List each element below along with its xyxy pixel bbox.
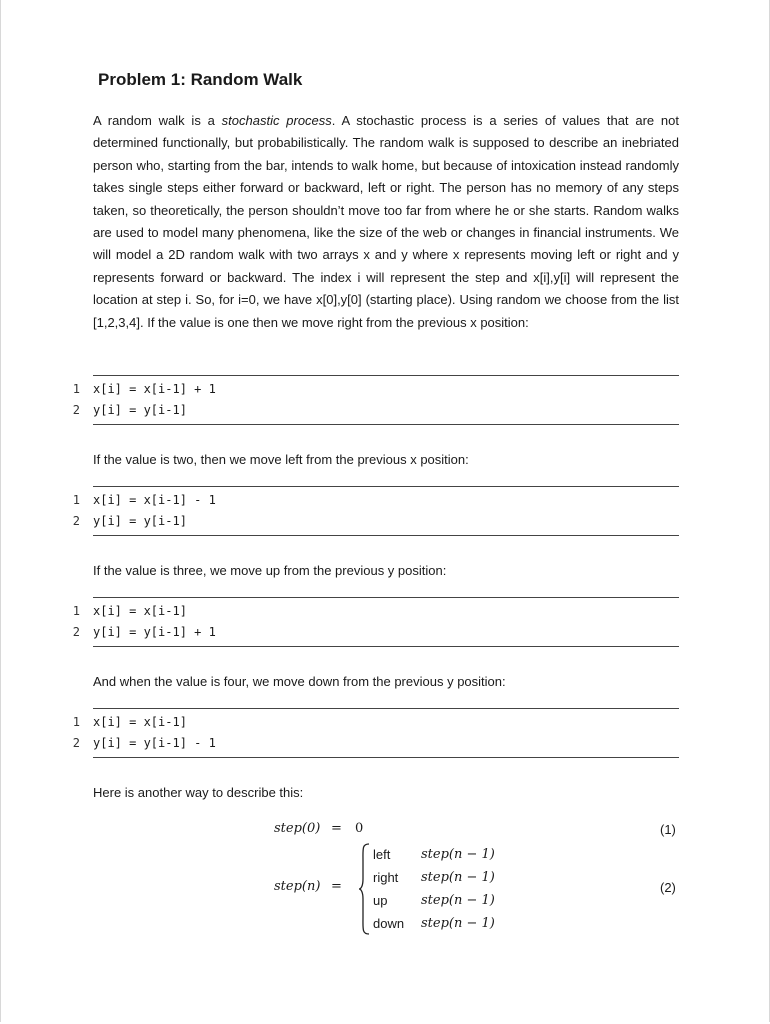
paragraph-value-four: And when the value is four, we move down from the previous y position: — [93, 674, 506, 689]
code-text: y[i] = y[i-1] + 1 — [93, 625, 216, 639]
code-line — [60, 403, 187, 423]
line-number: 2 — [72, 514, 80, 528]
line-number: 1 — [72, 493, 80, 507]
case-word: up — [373, 893, 388, 908]
code-rule-top — [93, 708, 679, 709]
code-rule-bottom — [93, 424, 679, 425]
code-text: x[i] = x[i-1] + 1 — [93, 382, 216, 396]
case-word: down — [373, 916, 405, 931]
eq2-lhs: step(n) — [274, 879, 321, 894]
code-text: x[i] = x[i-1] — [93, 715, 187, 729]
eq2-number: (2) — [660, 880, 676, 895]
eq1-equals: = — [331, 821, 342, 836]
code-line — [60, 736, 216, 756]
intro-emphasis: stochastic process — [221, 113, 332, 128]
code-rule-bottom — [93, 646, 679, 647]
code-rule-bottom — [93, 535, 679, 536]
code-rule-top — [93, 597, 679, 598]
code-text: y[i] = y[i-1] — [93, 514, 187, 528]
code-line — [60, 493, 216, 513]
case-expression: step(n − 1) — [421, 870, 495, 885]
line-number: 1 — [72, 604, 80, 618]
code-line — [60, 715, 187, 735]
case-expression: step(n − 1) — [421, 916, 495, 931]
line-number: 2 — [72, 403, 80, 417]
case-expression: step(n − 1) — [421, 847, 495, 862]
code-text: x[i] = x[i-1] - 1 — [93, 493, 216, 507]
problem-title: Problem 1: Random Walk — [98, 70, 303, 89]
line-number: 1 — [72, 715, 80, 729]
case-word: right — [373, 870, 399, 885]
code-line — [60, 625, 216, 645]
code-line — [60, 382, 216, 402]
intro-paragraph — [93, 110, 679, 334]
code-line — [60, 604, 187, 624]
paragraph-value-three: If the value is three, we move up from the previous y position: — [93, 563, 447, 578]
paragraph-another-way: Here is another way to describe this: — [93, 785, 304, 800]
code-rule-top — [93, 375, 679, 376]
intro-text-rest: . A stochastic process is a series of values that are not determined functionally, but probabilistically. The random walk is supposed to describe an inebriated person who, starting from the bar, intends to walk home, but because of intoxication instead randomly takes single steps either forward or backward, left or right. The person has no memory of any steps taken, so theoretically, the person shouldn’t move too far from where he or she starts. Random walks are used to model many phenomena, like the size of the web or changes in financial instruments. We will model a 2D random walk with two arrays x and y where x represents moving left or right and y represents forward or backward. The index i will represent the step and x[i],y[i] will represent the location at step i. So, for i=0, we have x[0],y[0] (starting place). Using random we choose from the list [1,2,3,4]. If the value is one then we move right from the previous x position: — [93, 113, 679, 330]
line-number: 1 — [72, 382, 80, 396]
code-rule-top — [93, 486, 679, 487]
code-text: y[i] = y[i-1] - 1 — [93, 736, 216, 750]
left-brace — [358, 843, 370, 935]
line-number: 2 — [72, 625, 80, 639]
eq1-rhs: 0 — [355, 821, 364, 836]
eq2-equals: = — [331, 879, 342, 894]
eq1-number: (1) — [660, 822, 676, 837]
intro-text-start: A random walk is a — [93, 113, 222, 128]
case-word: left — [373, 847, 391, 862]
case-expression: step(n − 1) — [421, 893, 495, 908]
paragraph-value-two: If the value is two, then we move left from the previous x position: — [93, 452, 469, 467]
code-text: y[i] = y[i-1] — [93, 403, 187, 417]
line-number: 2 — [72, 736, 80, 750]
code-text: x[i] = x[i-1] — [93, 604, 187, 618]
eq1-lhs: step(0) — [274, 821, 321, 836]
code-rule-bottom — [93, 757, 679, 758]
code-line — [60, 514, 187, 534]
